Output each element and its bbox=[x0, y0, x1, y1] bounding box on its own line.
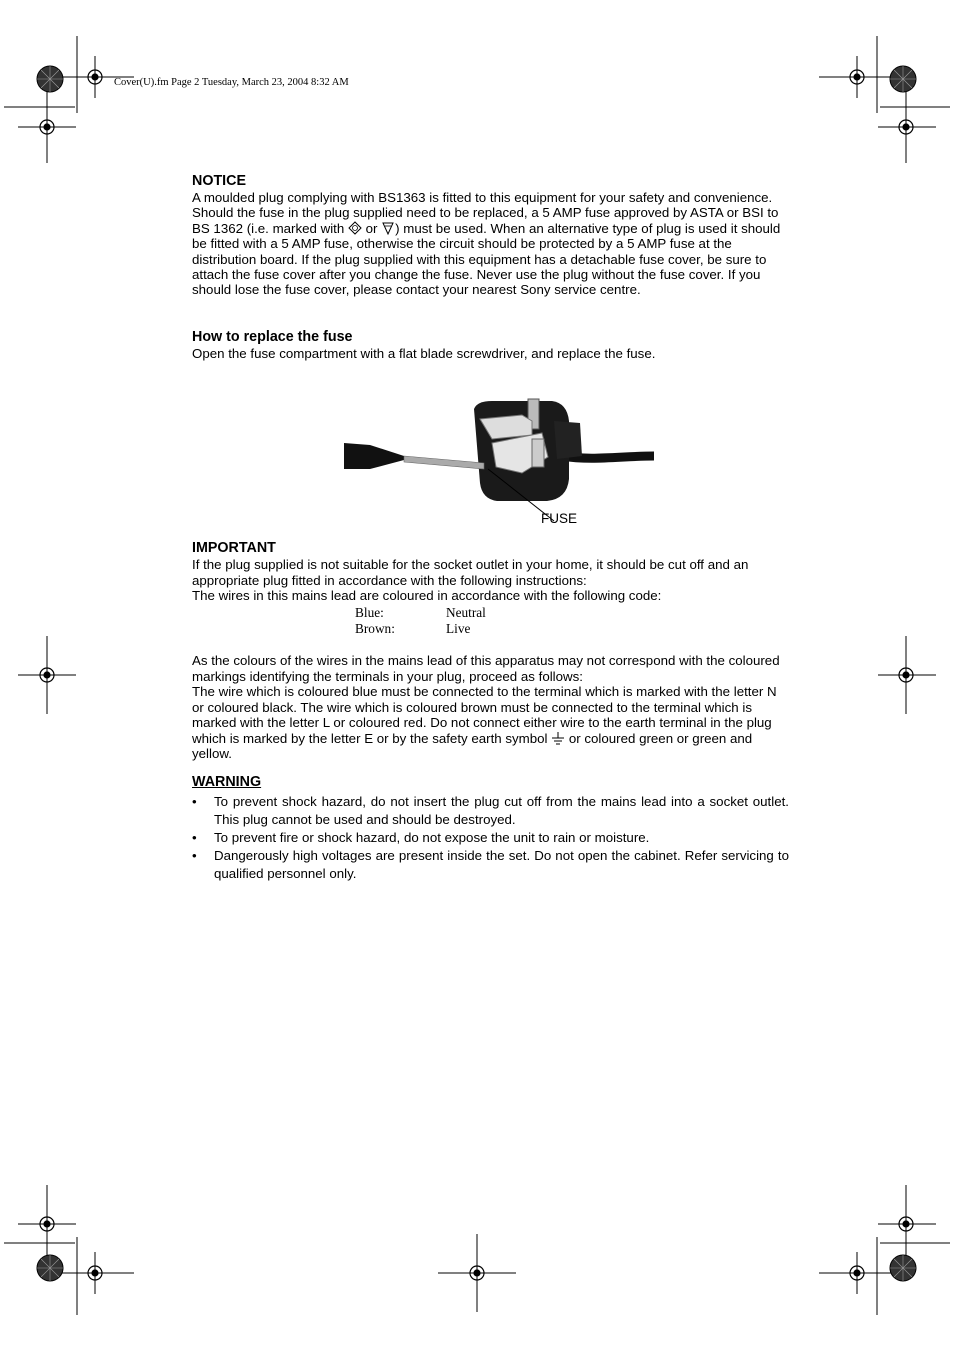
bullet: • bbox=[192, 830, 197, 846]
warning-item-text: Dangerously high voltages are present inside the set. Do not open the cabinet. Refer servicing to qualified personnel only. bbox=[214, 848, 789, 882]
bsi-kitemark-icon bbox=[381, 221, 395, 235]
important-text4-part2: or coloured green or green and yellow. bbox=[192, 730, 753, 761]
bullet: • bbox=[192, 794, 197, 810]
list-item bbox=[192, 829, 789, 847]
file-header: Cover(U).fm Page 2 Tuesday, March 23, 2004 8:32 AM bbox=[114, 77, 349, 88]
wire-colour-table bbox=[355, 605, 789, 637]
warning-item-text: To prevent fire or shock hazard, do not expose the unit to rain or moisture. bbox=[214, 830, 650, 846]
colour-meaning: Neutral bbox=[446, 605, 486, 621]
plug-figure bbox=[192, 361, 789, 539]
asta-mark-icon bbox=[348, 221, 362, 235]
notice-text bbox=[192, 190, 789, 298]
important-text1: If the plug supplied is not suitable for the socket outlet in your home, it should be cut off and an appropriate plug fitted in accordance with the following instructions: bbox=[192, 557, 749, 588]
list-item bbox=[192, 847, 789, 883]
important-text4 bbox=[192, 684, 789, 761]
colour-name: Blue: bbox=[355, 605, 384, 621]
important-text4-part1: The wire which is coloured blue must be connected to the terminal which is marked with the letter N or coloured black. The wire which is coloured brown must be connected to the terminal which is marked with the letter L or coloured red. Do not connect either wire to the earth terminal in the plug which is marked by the letter E or by the safety earth symbol bbox=[192, 684, 777, 746]
notice-text-part1: A moulded plug complying with BS1363 is fitted to this equipment for your safety and convenience. Should the fuse in the plug supplied need to be replaced, a 5 AMP fuse approved by ASTA or BSI to BS 1362 (i.e. marked with bbox=[192, 190, 779, 236]
plug-illustration bbox=[192, 361, 789, 539]
warning-list bbox=[192, 793, 789, 883]
bullet: • bbox=[192, 848, 197, 864]
earth-symbol-icon bbox=[551, 731, 565, 745]
important-title: IMPORTANT bbox=[192, 540, 276, 557]
fuse-label: FUSE bbox=[541, 511, 578, 527]
colour-meaning: Live bbox=[446, 621, 471, 637]
list-item bbox=[192, 793, 789, 829]
replace-fuse-text: Open the fuse compartment with a flat blade screwdriver, and replace the fuse. bbox=[192, 345, 656, 361]
replace-fuse-title: How to replace the fuse bbox=[192, 328, 353, 345]
notice-title: NOTICE bbox=[192, 173, 247, 189]
colour-row bbox=[355, 605, 789, 621]
notice-text-or: or bbox=[361, 220, 382, 236]
notice-text-part2: ) must be used. When an alternative type of plug is used it should be fitted with a 5 AMP fuse, otherwise the circuit should be protected by a 5 AMP fuse at the distribution board. If the plug supplied with this equipment has a detachable fuse cover, be sure to attach the fuse cover after you change the fuse. Never use the plug without the fuse cover. If you should lose the fuse cover, please contact your nearest Sony service centre. bbox=[192, 220, 781, 298]
page-content bbox=[192, 172, 789, 883]
colour-row bbox=[355, 621, 789, 637]
warning-title: WARNING bbox=[192, 774, 262, 791]
important-text3: As the colours of the wires in the mains lead of this apparatus may not correspond with the coloured markings identifying the terminals in your plug, proceed as follows: bbox=[192, 653, 780, 684]
warning-item-text: To prevent shock hazard, do not insert the plug cut off from the mains lead into a socket outlet. This plug cannot be used and should be destroyed. bbox=[214, 794, 789, 828]
important-text2: The wires in this mains lead are coloured in accordance with the following code: bbox=[192, 588, 662, 604]
colour-name: Brown: bbox=[355, 621, 395, 637]
